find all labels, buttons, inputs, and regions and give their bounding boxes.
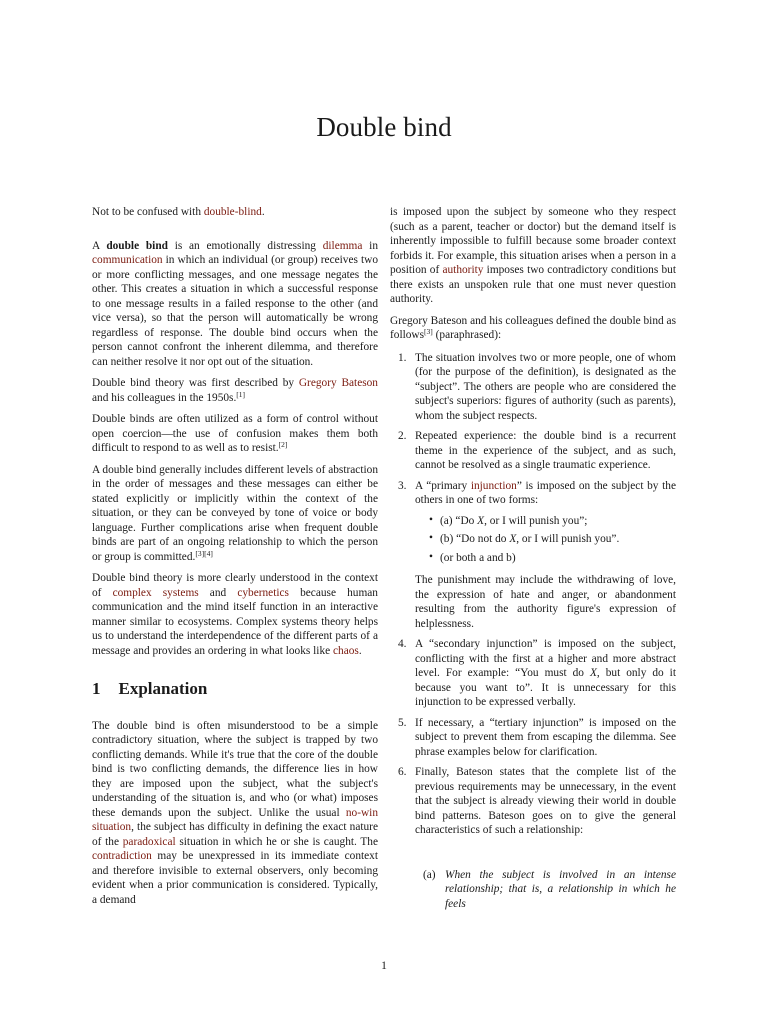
conditions-list (390, 351, 676, 912)
citation-3[interactable]: [3] (424, 327, 433, 336)
link-authority[interactable]: authority (442, 264, 484, 276)
link-complex-systems[interactable]: complex systems (112, 586, 199, 599)
citation-3-4[interactable]: [3][4] (195, 548, 213, 558)
section-number: 1 (92, 679, 101, 698)
list-item: 1. The situation involves two or more people, one of whom (for the purpose of the definition), is designated as the “subject”. The others are people who are considered the subject's superiors: figures of authority (such as parents), whom the subject respects. (398, 351, 676, 422)
link-communication[interactable]: communication (92, 254, 163, 266)
characteristic-a: (a) When the subject is involved in an intense relationship; that is, a relationship in which he feels (423, 868, 676, 910)
systems-paragraph: Double bind theory is more clearly understood in the context of complex systems and cybernetics because human communication and the mind itself function in an interactive manner similar to ecosystems. Complex systems theory helps us to understand the interdependence of the different parts of a message and provides an ordering in what looks like chaos. (92, 572, 378, 657)
link-paradoxical[interactable]: paradoxical (122, 835, 176, 848)
explanation-paragraph: The double bind is often misunderstood to be a simple contradictory situation, where the subject is trapped by two conflicting demands. While it's true that the core of the double bind is two conflicting demands, the difference lies in how they are imposed upon the subject, what the subject's understanding of the situation is, and who (or what) imposes these demands upon the subject. Unlike the usual no-win situation, the subject has difficulty in defining the exact nature of the paradoxical situation in which he or she is caught. The contradiction may be unexpressed in its immediate context and therefore invisible to external observers, only becoming evident when a prior communication is considered. Typically, a demand (92, 719, 378, 906)
list-item: 4. A “secondary injunction” is imposed on the subject, conflicting with the first at a higher and more abstract level. For example: “You must do X, but only do it because you want to”. It is unnecessary for this injunction to be expressed verbally. (398, 638, 676, 708)
punishment-note: The punishment may include the withdrawing of love, the expression of hate and anger, or abandonment resulting from the authority figure's expression of helplessness. (415, 574, 676, 630)
bullet-icon: • (429, 513, 433, 526)
bullet-icon: • (429, 532, 433, 544)
link-double-blind[interactable]: double-blind (203, 206, 262, 218)
continued-paragraph: is imposed upon the subject by someone who they respect (such as a parent, teacher or doctor) but the demand itself is inherently impossible to fulfill because some broader context forbids it. For example, this situation arises when a person in a position of authority imposes two contradictory conditions but there exists an unspoken rule that one must never question authority. (390, 206, 676, 305)
injunction-forms-list (415, 514, 676, 566)
link-cybernetics[interactable]: cybernetics (237, 586, 289, 599)
history-paragraph: Double bind theory was first described by Gregory Bateson and his colleagues in the 1950s.[1] (92, 377, 378, 404)
bullet-icon: • (429, 550, 433, 563)
intro-paragraph: A double bind is an emotionally distressing dilemma in communication in which an individual (or group) receives two or more conflicting messages, and one message negates the other. This creates a situation in which a successful response to one message results in a failed response to the other (and vice versa), so that the person will automatically be wrong regardless of response. The double bind occurs when the person cannot confront the inherent dilemma, and therefore can neither resolve it nor opt out of the situation. (92, 239, 378, 368)
abstraction-paragraph: A double bind generally includes different levels of abstraction in the order of messages and these messages can either be stated explicitly or implicitly within the context of the situation, or they can be conveyed by tone of voice or body language. Further complications arise when frequent double binds are part of an ongoing relationship to which the person or group is committed.[3][4] (92, 463, 378, 563)
bullet-item: • (a) “Do X, or I will punish you”; (429, 513, 588, 527)
list-item: 3. A “primary injunction” is imposed on the subject by the others in one of two forms: • (a) “Do X, or I will punish you”; • (b) “Do not do X, or I will punish you”. • (or both a and b) The punishment may include the withdrawing of love, the expression of hate and anger, or abandonment resulting from the authority figure's expression of helplessness. (398, 479, 676, 630)
link-chaos[interactable]: chaos (333, 644, 359, 657)
section-heading-explanation (92, 679, 378, 698)
definition-intro: Gregory Bateson and his colleagues defined the double bind as follows[3] (paraphrased): (390, 314, 676, 341)
page-number: 1 (381, 960, 387, 972)
citation-1[interactable]: [1] (236, 389, 246, 399)
list-item: 5. If necessary, a “tertiary injunction” is imposed on the subject to prevent them from escaping the dilemma. See phrase examples below for clarification. (398, 716, 676, 758)
list-item: 2. Repeated experience: the double bind is a recurrent theme in the experience of the subject, and as such, cannot be resolved as a single traumatic experience. (398, 430, 676, 471)
term-double-bind: double bind (106, 239, 168, 252)
link-dilemma[interactable]: dilemma (322, 239, 363, 252)
hatnote: Not to be confused with double-blind. (92, 206, 265, 218)
left-column (92, 205, 378, 914)
bullet-item: • (or both a and b) (429, 550, 516, 564)
citation-2[interactable]: [2] (278, 440, 288, 449)
list-item: 6. Finally, Bateson states that the complete list of the previous requirements may be unnecessary, in the event that the subject is already viewing their world in double bind patterns. Bateson goes on to give the general characteristics of such a relationship: (a) When the subject is involved in an intense relationship; that is, a relationship in which he feels (398, 766, 676, 910)
link-gregory-bateson[interactable]: Gregory Bateson (298, 377, 378, 389)
page-title: Double bind (316, 112, 452, 142)
link-injunction[interactable]: injunction (470, 479, 517, 492)
link-no-win-situation[interactable]: no-win situation (92, 806, 378, 833)
right-column (390, 205, 676, 917)
control-paragraph: Double binds are often utilized as a form of control without open coercion—the use of confusion makes them both difficult to respond to as well as to resist.[2] (92, 413, 378, 454)
link-contradiction[interactable]: contradiction (92, 850, 152, 862)
bullet-item: • (b) “Do not do X, or I will punish you”. (429, 532, 620, 545)
section-title: Explanation (118, 679, 208, 698)
